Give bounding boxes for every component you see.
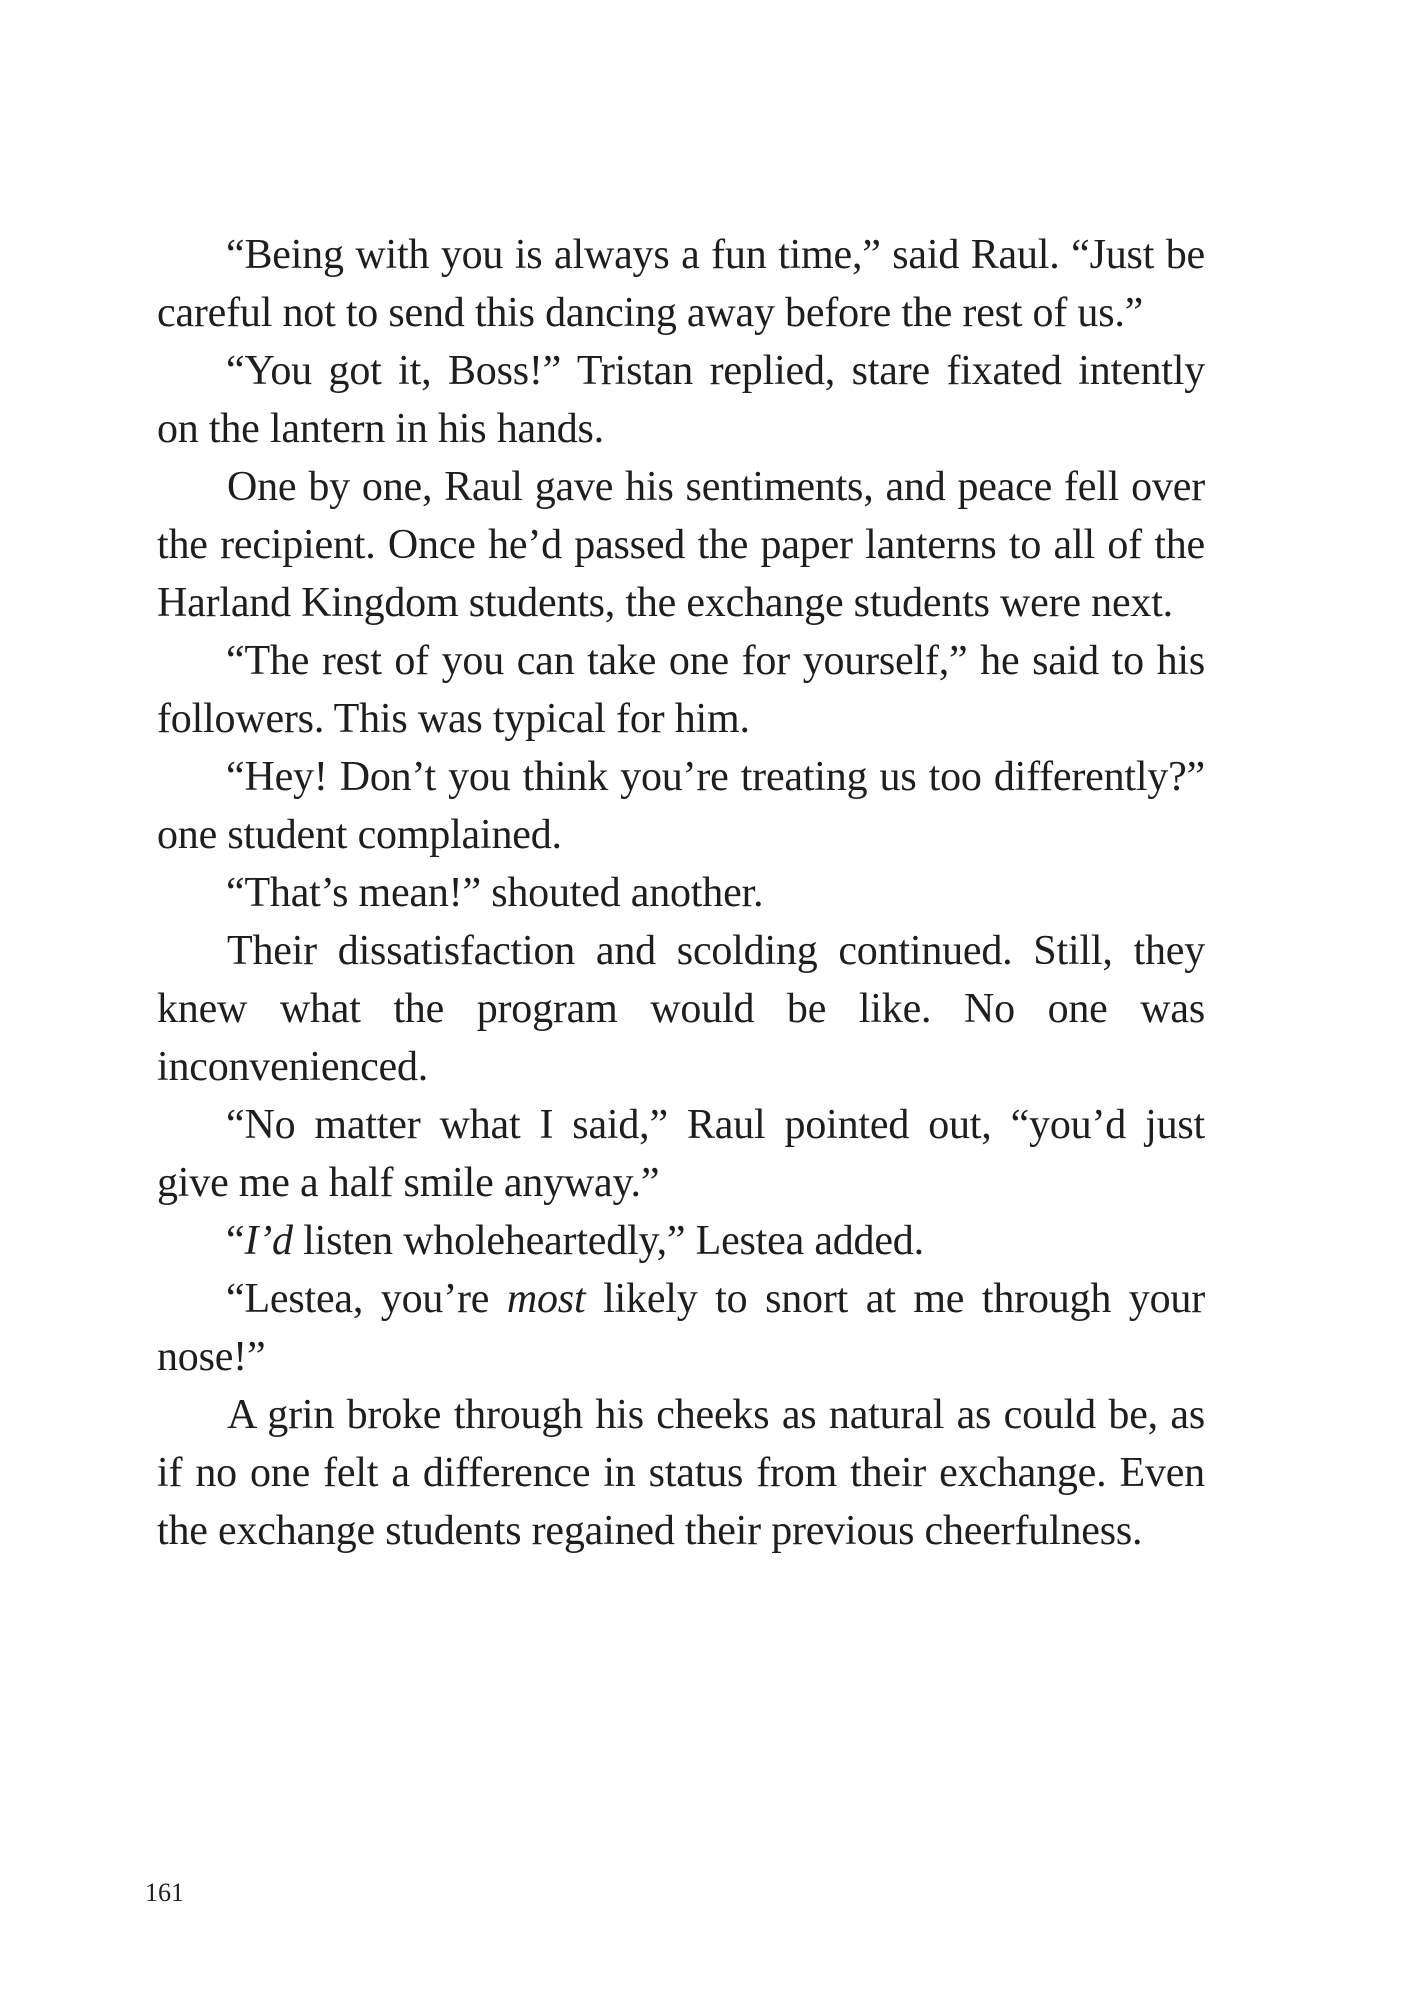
paragraph-text: “You got it, Boss!” Tristan replied, stare fixated intently on the lantern in his hands. xyxy=(157,348,1205,452)
paragraph xyxy=(157,1212,1205,1270)
paragraph xyxy=(157,1386,1205,1560)
paragraph xyxy=(157,632,1205,748)
paragraph-text: “No matter what I said,” Raul pointed out, “you’d just give me a half smile anyway.” xyxy=(157,1102,1205,1206)
paragraph xyxy=(157,342,1205,458)
paragraph xyxy=(157,1096,1205,1212)
paragraph-text: “ xyxy=(226,1218,245,1264)
paragraph-text: “Hey! Don’t you think you’re treating us too differently?” one student complained. xyxy=(157,754,1205,858)
paragraph-text: A grin broke through his cheeks as natural as could be, as if no one felt a difference in status from their exchange. Even the exchange students regained their previous cheerfulness. xyxy=(157,1392,1205,1554)
paragraph xyxy=(157,226,1205,342)
paragraph-text: “That’s mean!” shouted another. xyxy=(226,870,764,916)
page-number: 161 xyxy=(145,1878,184,1907)
italic-emphasis: I’d xyxy=(244,1218,293,1264)
paragraph-text: likely to snort at me through your nose!” xyxy=(157,1276,1205,1380)
italic-emphasis: most xyxy=(506,1276,586,1322)
paragraph-text: “Being with you is always a fun time,” said Raul. “Just be careful not to send this dancing away before the rest of us.” xyxy=(157,232,1205,336)
paragraph xyxy=(157,864,1205,922)
paragraph-text: “The rest of you can take one for yourself,” he said to his followers. This was typical for him. xyxy=(157,638,1205,742)
body-text xyxy=(157,226,1205,1560)
paragraph-text: “Lestea, you’re xyxy=(226,1276,507,1322)
paragraph xyxy=(157,748,1205,864)
paragraph-text: Their dissatisfaction and scolding continued. Still, they knew what the program would be like. No one was inconvenienced. xyxy=(157,928,1205,1090)
paragraph xyxy=(157,458,1205,632)
paragraph-text: listen wholeheartedly,” Lestea added. xyxy=(292,1218,924,1264)
paragraph xyxy=(157,1270,1205,1386)
paragraph xyxy=(157,922,1205,1096)
paragraph-text: One by one, Raul gave his sentiments, and peace fell over the recipient. Once he’d passed the paper lanterns to all of the Harland Kingdom students, the exchange students were next. xyxy=(157,464,1205,626)
